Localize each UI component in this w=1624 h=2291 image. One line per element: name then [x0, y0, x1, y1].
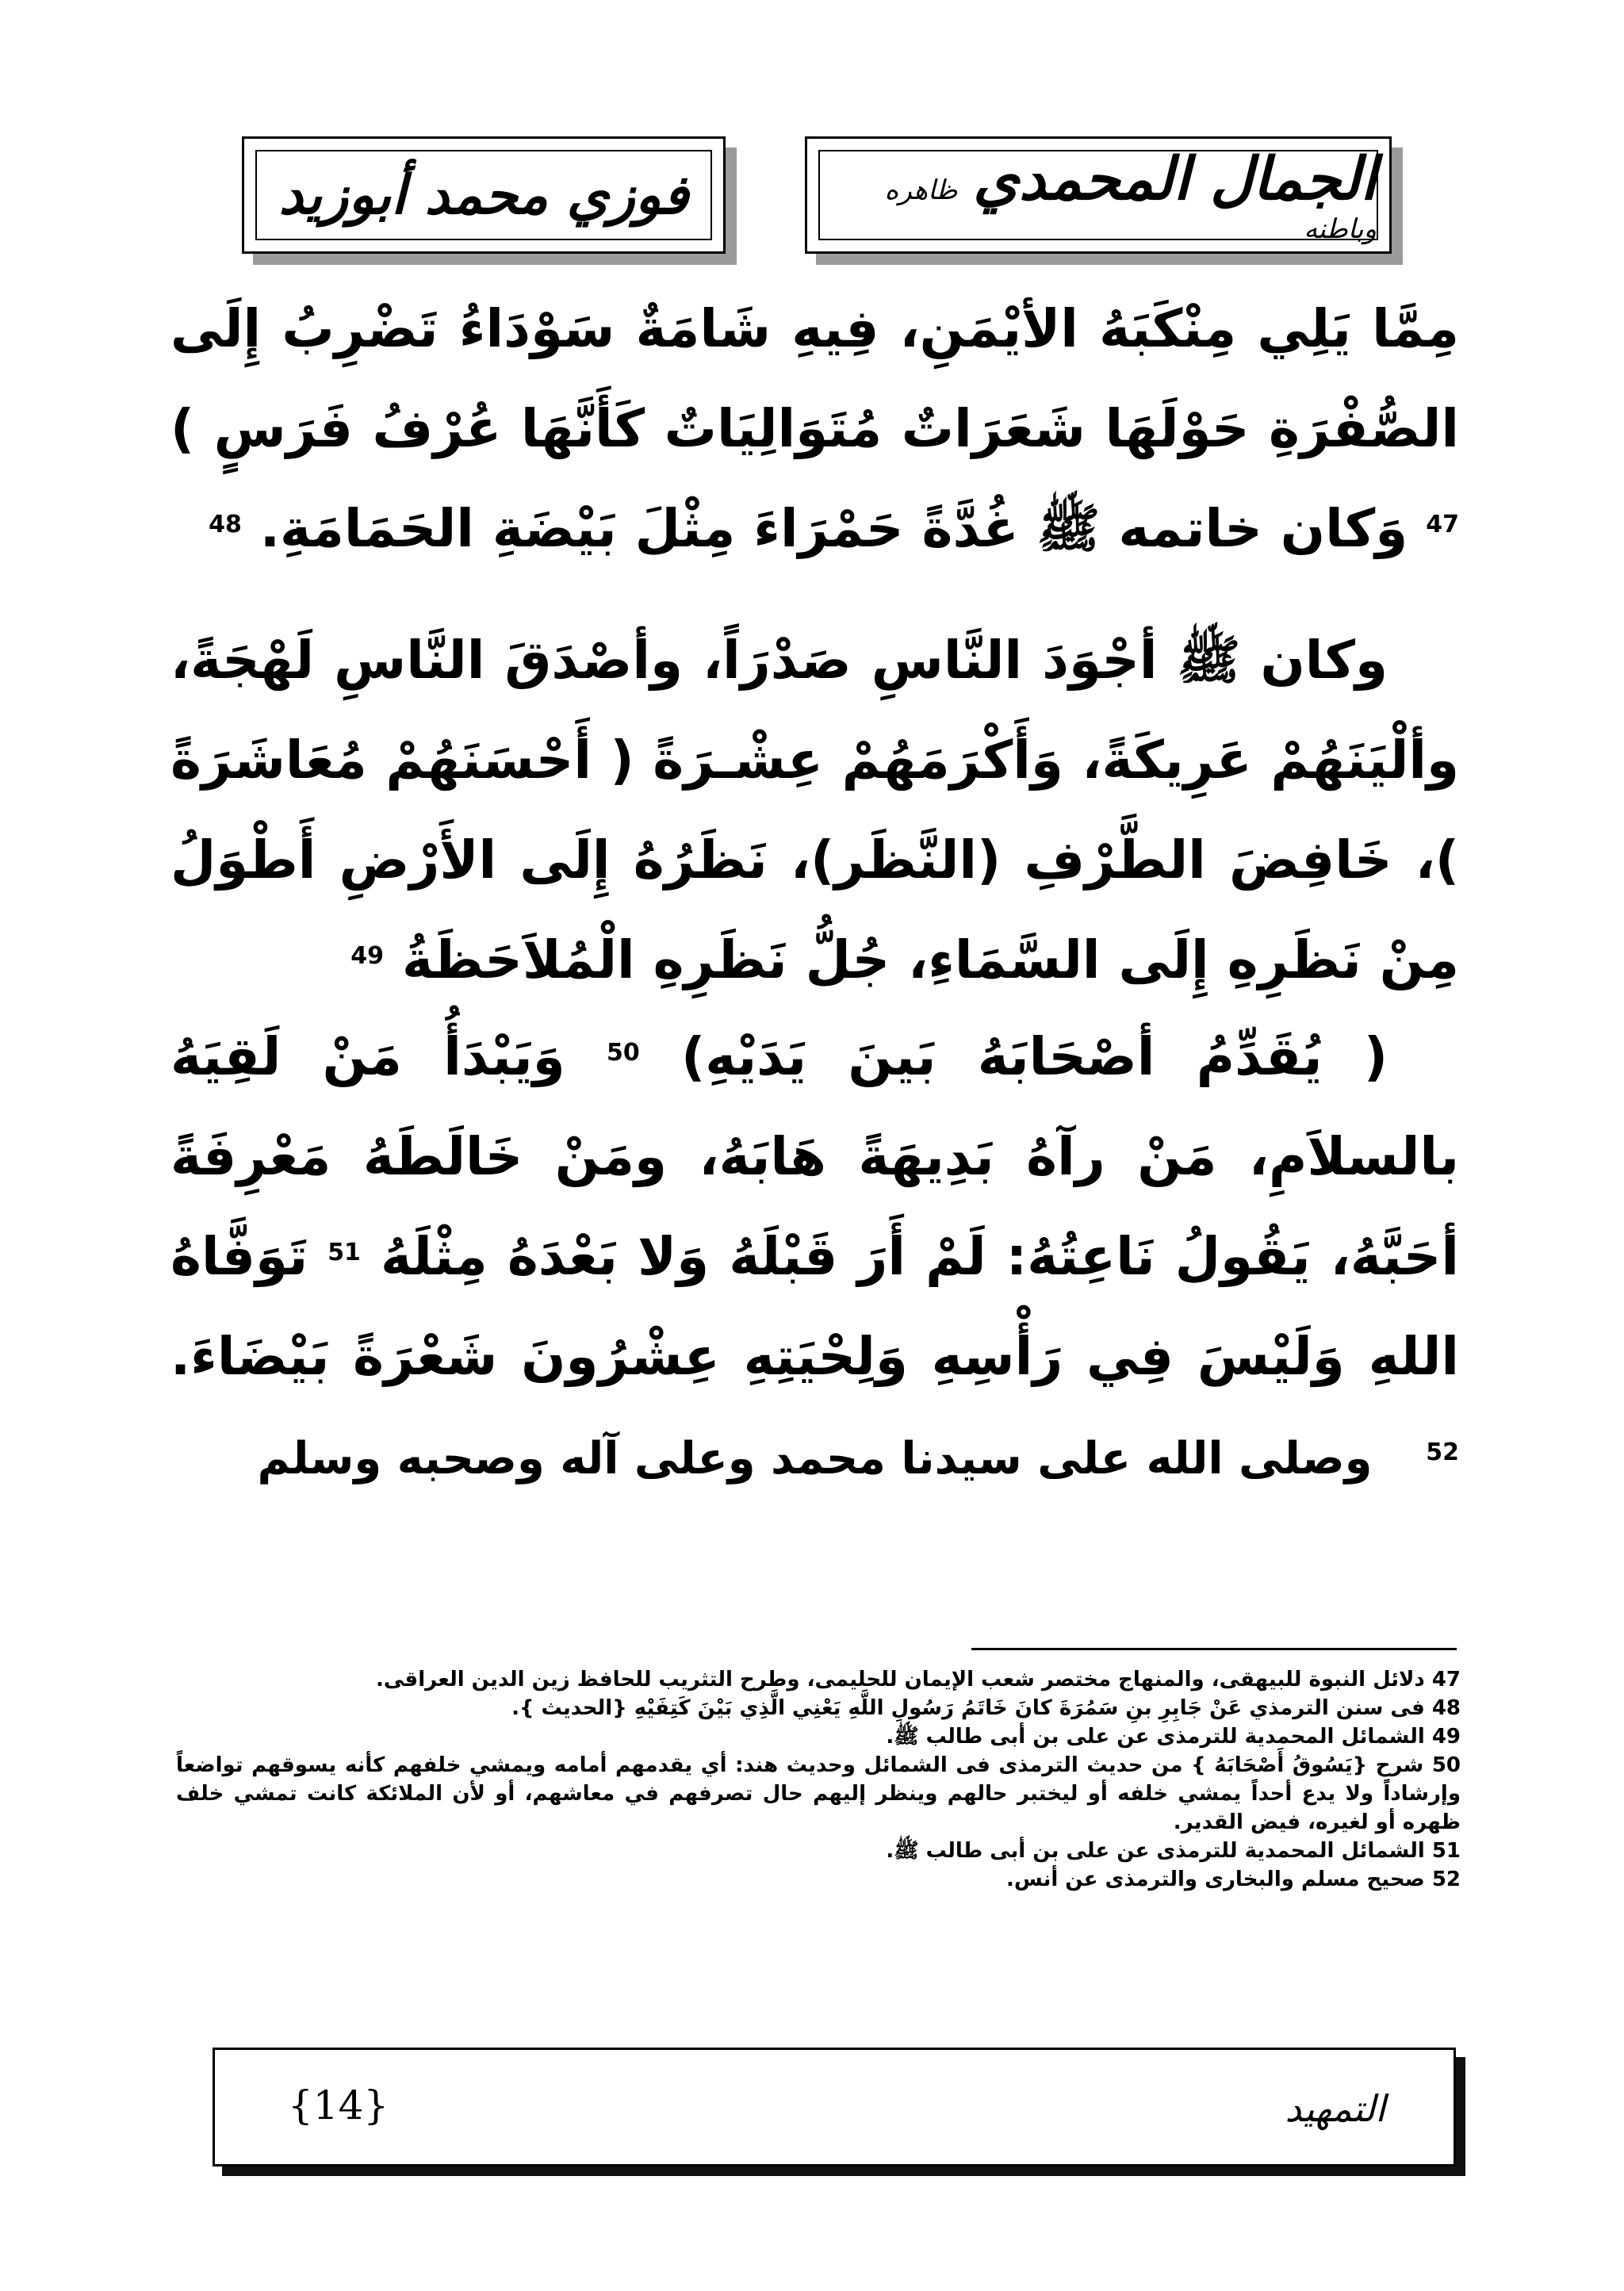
- footnote-51: 51 الشمائل المحمدية للترمذى عن على بن أبى طالب ﷺ.: [886, 1839, 1461, 1863]
- book-title: الجمال المحمدي: [973, 145, 1377, 213]
- footnote-separator: [971, 1648, 1457, 1650]
- footnote-50: 50 شرح {يَسُوقُ أَصْحَابَهُ } من حديث الترمذى فى الشمائل وحديث هند: أي يقدمهم أمامه ويمشي خلفهم كأنه يسوقهم تواضعاً وإرشاداً ولا يدع أحداً يمشي خلفه أو ليختبر حالهم وينظر إليهم حال تصرفهم في معاشهم، أو لأن الملائكة كانت تمشي خلف ظهره أو لغيره، فيض القدير.: [176, 1753, 1461, 1834]
- book-subtitle: ظاهره وباطنه: [884, 174, 1377, 245]
- paragraph-1-text-b: وَكان خاتمه ﷺ غُدَّةً حَمْرَاءَ مِثْلَ بَيْضَةِ الحَمَامَةِ.: [259, 498, 1408, 559]
- paragraph-1-text-a: مِمَّا يَلِي مِنْكَبَهُ الأيْمَنِ، فِيهِ شَامَةٌ سَوْدَاءُ تَضْرِبُ إِلَى الصُّفْرَةِ حَوْلَهَا شَعَرَاتٌ مُتَوَالِيَاتٌ كَأَنَّهَا عُرْفُ فَرَسٍ ): [170, 298, 1459, 459]
- footnote-ref-50[interactable]: 50: [607, 1039, 640, 1067]
- footnote-ref-47[interactable]: 47: [1426, 511, 1459, 538]
- paragraph-3-text-a: ( يُقَدِّمُ أصْحَابَهُ بَينَ يَدَيْهِ): [681, 1026, 1388, 1087]
- closing-salutation: وصلى الله على سيدنا محمد وعلى آله وصحبه وسلم: [257, 1433, 1373, 1485]
- paragraph-3-text-b: وَيَبْدَأُ مَنْ لَقِيَهُ بالسلاَمِ، مَنْ رآهُ بَدِيهَةً هَابَهُ، ومَنْ خَالَطَهُ مَعْرِفَةً أحَبَّهُ، يَقُولُ نَاعِتُهُ: لَمْ أَرَ قَبْلَهُ وَلا بَعْدَهُ مِثْلَهُ: [170, 1026, 1459, 1287]
- book-title-box: [805, 136, 1392, 254]
- footnote-ref-49[interactable]: 49: [350, 942, 384, 970]
- footnote-48: 48 فى سنن الترمذي عَنْ جَابِرِ بنِ سَمُرَةَ كانَ خَاتَمُ رَسُولِ اللَّهِ يَعْنِي الَّذِي بَيْنَ كَتِفَيْهِ {الحديث }.: [511, 1696, 1461, 1720]
- author-name: فوزي محمد أبوزيد: [278, 163, 689, 227]
- book-title-group: [820, 145, 1377, 245]
- footnote-49: 49 الشمائل المحمدية للترمذى عن على بن أبى طالب ﷺ.: [886, 1725, 1461, 1749]
- footnote-ref-51[interactable]: 51: [327, 1239, 361, 1266]
- author-label-box: [242, 136, 726, 254]
- footnote-47: 47 دلائل النبوة للبيهقى، والمنهاج مختصر شعب الإيمان للحليمى، وطرح التثريب للحافظ زين الدين العراقى.: [375, 1668, 1461, 1691]
- paragraph-2-text: وكان ﷺ أجْوَدَ النَّاسِ صَدْرَاً، وأصْدَقَ النَّاسِ لَهْجَةً، وألْيَنَهُمْ عَرِيكَةً، وَأَكْرَمَهُمْ عِشْـرَةً ( أَحْسَنَهُمْ مُعَاشَرَةً )، خَافِضَ الطَّرْفِ (النَّظَر)، نَظَرُهُ إِلَى الأَرْضِ أَطْوَلُ مِنْ نَظَرِهِ إِلَى السَّمَاءِ، جُلُّ نَظَرِهِ الْمُلاَحَظَةُ: [170, 630, 1459, 990]
- footnotes: [176, 1665, 1461, 1894]
- footnote-52: 52 صحيح مسلم والبخارى والترمذى عن أنس.: [1005, 1868, 1461, 1891]
- page-footer-box: [213, 2048, 1456, 2166]
- page-number: {14}: [288, 2082, 389, 2128]
- footnote-ref-52[interactable]: 52: [1426, 1439, 1459, 1466]
- paragraph-3-text-c: تَوَفَّاهُ اللهِ وَلَيْسَ فِي رَأْسِهِ وَلِحْيَتِهِ عِشْرُونَ شَعْرَةً بَيْضَاءَ.: [170, 1226, 1459, 1387]
- paragraph-1: [170, 279, 1459, 579]
- section-name: التمهيد: [1285, 2087, 1385, 2130]
- footnote-ref-48[interactable]: 48: [209, 511, 242, 538]
- paragraph-2: [170, 611, 1459, 1010]
